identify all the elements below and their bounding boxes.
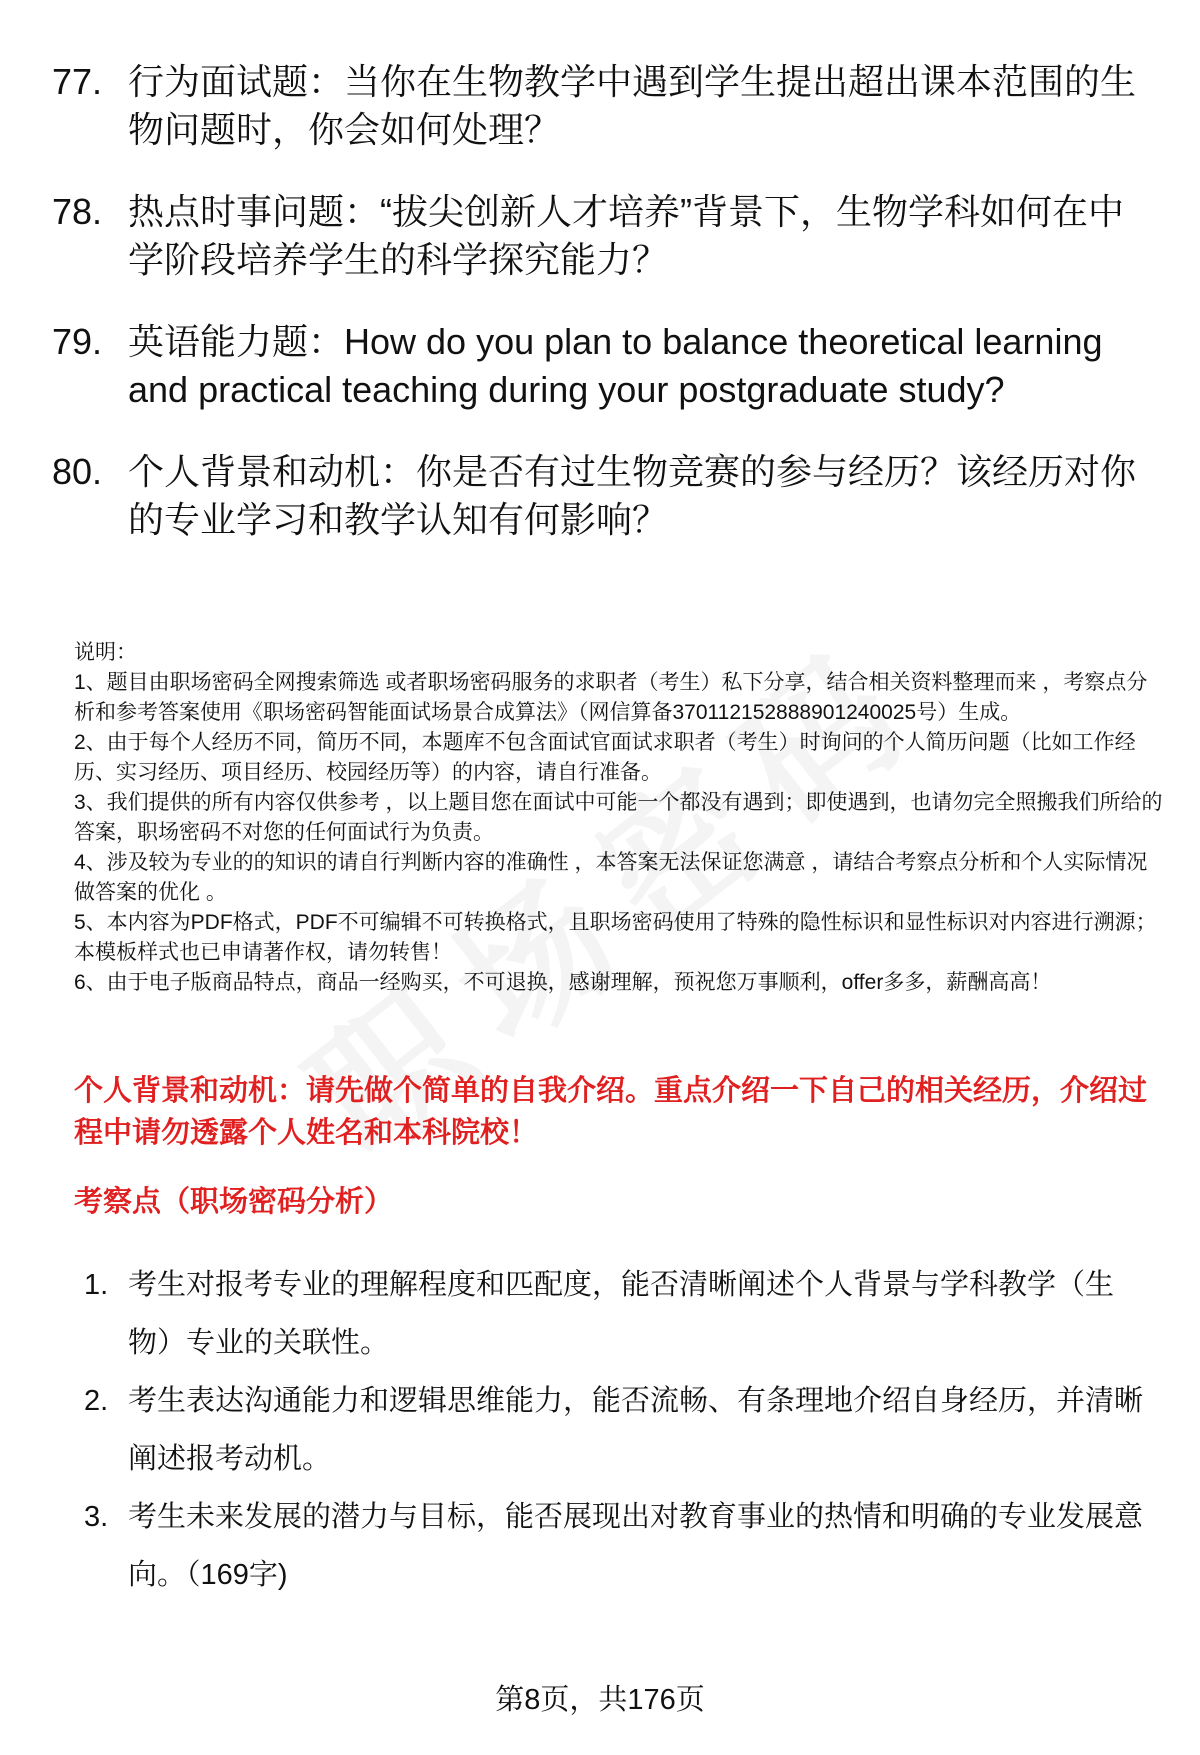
question-number: 79. [52,321,103,362]
note-item: 5、本内容为PDF格式，PDF不可编辑不可转换格式，且职场密码使用了特殊的隐性标识和显性标识对内容进行溯源；本模板样式也已申请著作权，请勿转售！ [74,911,1157,964]
section-subtitle: 考察点（职场密码分析） [74,1186,394,1218]
note-item: 2、由于每个人经历不同，简历不同，本题库不包含面试官面试求职者（考生）时询问的个人简历问题（比如工作经历、实习经历、项目经历、校园经历等）的内容，请自行准备。 [74,731,1136,784]
section-title: 个人背景和动机：请先做个简单的自我介绍。重点介绍一下自己的相关经历，介绍过程中请勿透露个人姓名和本科院校！ [74,1075,1148,1149]
analysis-point [84,1488,1154,1604]
question-text: 行为面试题：当你在生物教学中遇到学生提出超出课本范围的生物问题时，你会如何处理？ [128,61,1137,150]
page-number: 第8页，共176页 [495,1684,705,1716]
question-text: 热点时事问题：“拔尖创新人才培养”背景下，生物学科如何在中学阶段培养学生的科学探究能力？ [128,191,1124,280]
question-list [52,58,1152,578]
analysis-point-list [84,1256,1154,1604]
note-item: 1、题目由职场密码全网搜索筛选 或者职场密码服务的求职者（考生）私下分享，结合相关资料整理而来 ，考察点分析和参考答案使用《职场密码智能面试场景合成算法》（网信算备370112152888901240025号）生成。 [74,671,1148,724]
question-number: 78. [52,191,103,232]
question-text: 个人背景和动机：你是否有过生物竞赛的参与经历？该经历对你的专业学习和教学认知有何影响？ [128,451,1137,540]
point-number: 1. [84,1269,109,1301]
question-number: 77. [52,61,103,102]
note-item: 4、涉及较为专业的的知识的请自行判断内容的准确性 ，本答案无法保证您满意 ，请结合考察点分析和个人实际情况做答案的优化 。 [74,851,1148,904]
question-item [52,448,1152,544]
question-text: 英语能力题：How do you plan to balance theoretical learning and practical teaching during your postgraduate study? [128,321,1103,410]
point-number: 2. [84,1385,109,1417]
question-item [52,188,1152,284]
point-text: 考生未来发展的潜力与目标，能否展现出对教育事业的热情和明确的专业发展意向。（169字) [128,1501,1144,1591]
analysis-point [84,1372,1154,1488]
point-text: 考生表达沟通能力和逻辑思维能力，能否流畅、有条理地介绍自身经历，并清晰阐述报考动机。 [128,1385,1144,1475]
notes-block [74,638,1164,998]
question-item [52,318,1152,414]
point-number: 3. [84,1501,109,1533]
note-item: 6、由于电子版商品特点，商品一经购买，不可退换，感谢理解，预祝您万事顺利，offer多多，薪酬高高！ [74,971,1052,994]
notes-heading: 说明： [74,641,137,664]
note-item: 3、我们提供的所有内容仅供参考 ，以上题目您在面试中可能一个都没有遇到；即使遇到，也请勿完全照搬我们所给的答案，职场密码不对您的任何面试行为负责。 [74,791,1163,844]
analysis-point [84,1256,1154,1372]
question-number: 80. [52,451,103,492]
point-text: 考生对报考专业的理解程度和匹配度，能否清晰阐述个人背景与学科教学（生物）专业的关联性。 [128,1269,1115,1359]
question-item [52,58,1152,154]
